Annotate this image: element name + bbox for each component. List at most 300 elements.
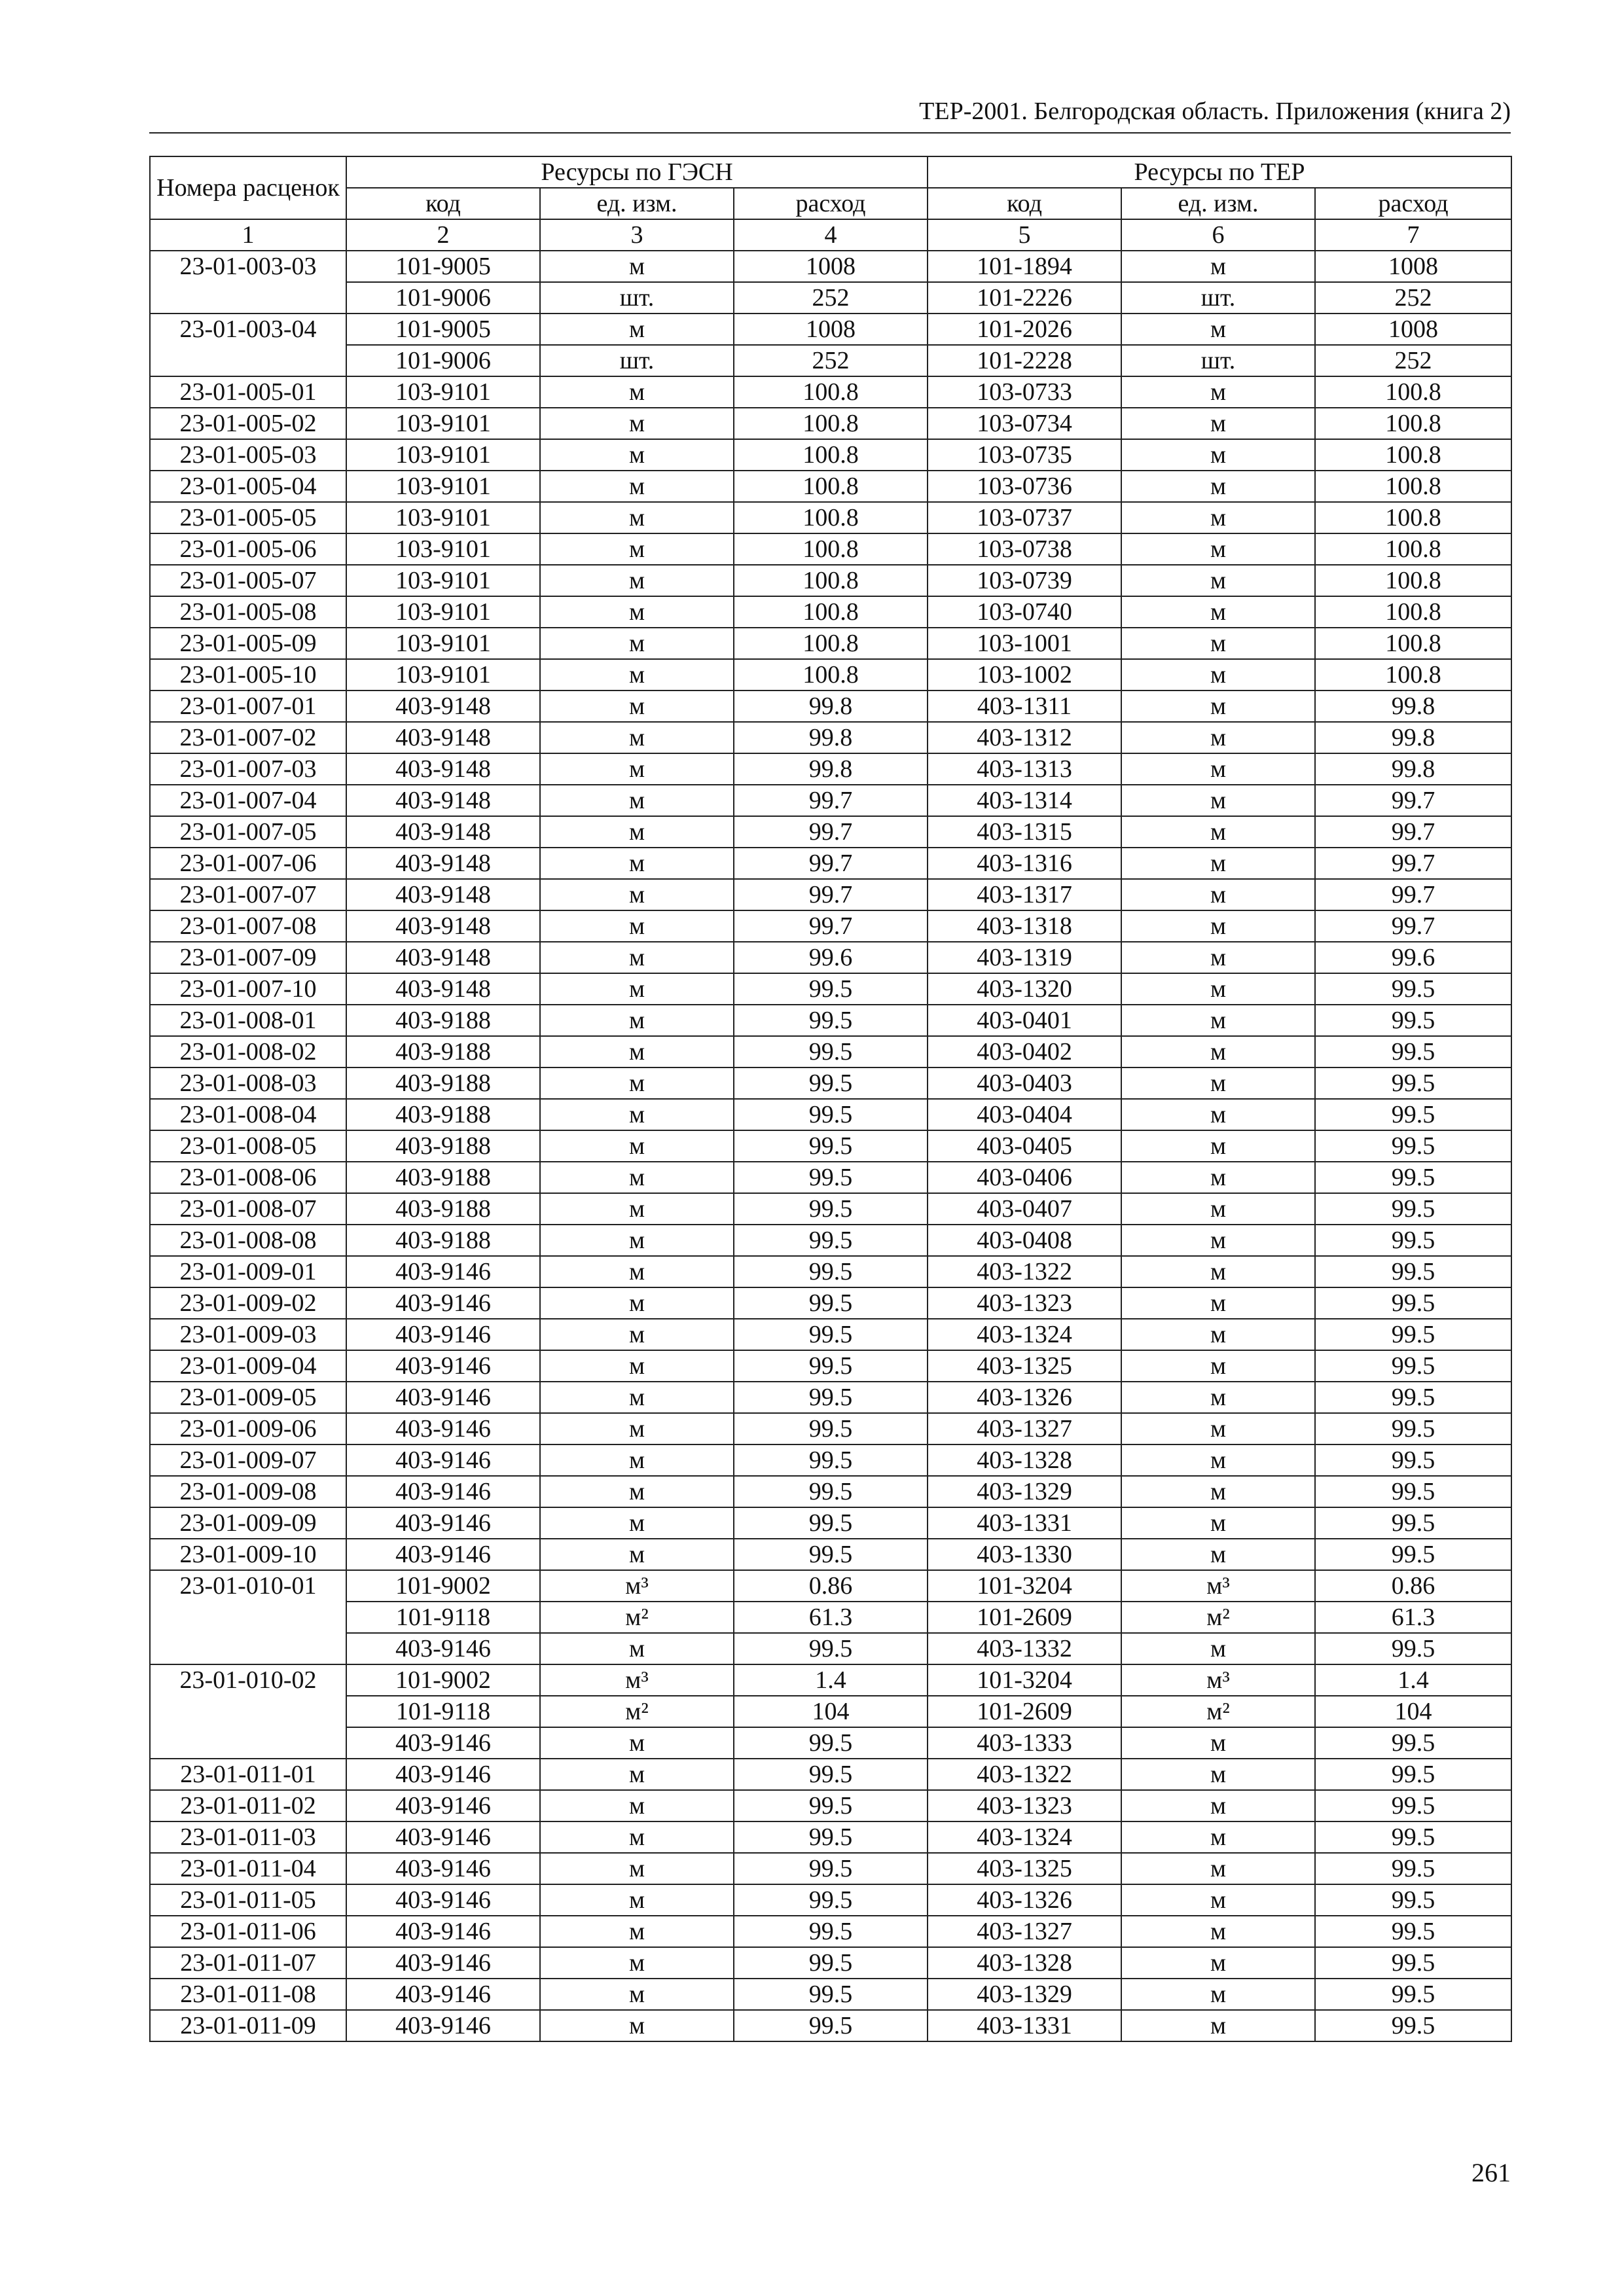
gesn-unit-cell: м <box>540 1790 734 1821</box>
ter-code-cell: 403-0406 <box>928 1162 1121 1193</box>
ter-consumption-cell: 99.5 <box>1315 973 1511 1005</box>
header-gesn-resources: Ресурсы по ГЭСН <box>346 156 928 188</box>
ter-consumption-cell: 99.5 <box>1315 1821 1511 1853</box>
rate-number-cell: 23-01-011-01 <box>150 1759 346 1790</box>
table-row <box>150 691 1511 722</box>
ter-consumption-cell: 100.8 <box>1315 596 1511 628</box>
ter-code-cell: 103-0734 <box>928 408 1121 439</box>
column-number: 4 <box>734 219 928 251</box>
gesn-code-cell: 101-9118 <box>346 1696 540 1727</box>
rate-number-cell: 23-01-008-04 <box>150 1099 346 1130</box>
gesn-code-cell: 403-9146 <box>346 1947 540 1979</box>
gesn-unit-cell: м <box>540 1067 734 1099</box>
ter-consumption-cell: 99.5 <box>1315 1319 1511 1350</box>
gesn-code-cell: 103-9101 <box>346 596 540 628</box>
table-row <box>150 1005 1511 1036</box>
ter-unit-cell: м <box>1121 533 1315 565</box>
ter-unit-cell: м <box>1121 848 1315 879</box>
ter-code-cell: 403-1313 <box>928 753 1121 785</box>
ter-code-cell: 103-1001 <box>928 628 1121 659</box>
ter-unit-cell: м <box>1121 1350 1315 1382</box>
gesn-consumption-cell: 99.7 <box>734 879 928 910</box>
ter-consumption-cell: 99.5 <box>1315 1947 1511 1979</box>
gesn-code-cell: 403-9146 <box>346 1790 540 1821</box>
gesn-unit-cell: м <box>540 1319 734 1350</box>
table-row <box>150 1664 1511 1696</box>
gesn-consumption-cell: 99.5 <box>734 1036 928 1067</box>
ter-unit-cell: м <box>1121 1382 1315 1413</box>
ter-code-cell: 403-1312 <box>928 722 1121 753</box>
gesn-consumption-cell: 99.5 <box>734 1287 928 1319</box>
table-row <box>150 1287 1511 1319</box>
ter-code-cell: 403-1315 <box>928 816 1121 848</box>
ter-code-cell: 103-0736 <box>928 471 1121 502</box>
ter-unit-cell: м <box>1121 1413 1315 1444</box>
ter-consumption-cell: 99.5 <box>1315 1790 1511 1821</box>
gesn-consumption-cell: 1008 <box>734 251 928 282</box>
ter-consumption-cell: 99.5 <box>1315 1193 1511 1225</box>
ter-code-cell: 403-1325 <box>928 1350 1121 1382</box>
gesn-unit-cell: м <box>540 565 734 596</box>
gesn-consumption-cell: 100.8 <box>734 533 928 565</box>
ter-consumption-cell: 100.8 <box>1315 408 1511 439</box>
gesn-code-cell: 403-9148 <box>346 879 540 910</box>
gesn-unit-cell: м <box>540 848 734 879</box>
ter-consumption-cell: 99.5 <box>1315 1979 1511 2010</box>
gesn-code-cell: 403-9146 <box>346 1476 540 1507</box>
rate-number-cell: 23-01-005-08 <box>150 596 346 628</box>
rate-number-cell: 23-01-008-05 <box>150 1130 346 1162</box>
gesn-code-cell: 103-9101 <box>346 502 540 533</box>
ter-code-cell: 403-1329 <box>928 1476 1121 1507</box>
gesn-code-cell: 403-9146 <box>346 1444 540 1476</box>
gesn-unit-cell: м <box>540 1759 734 1790</box>
gesn-unit-cell: м <box>540 1476 734 1507</box>
ter-code-cell: 403-1320 <box>928 973 1121 1005</box>
gesn-code-cell: 103-9101 <box>346 565 540 596</box>
ter-unit-cell: м <box>1121 1947 1315 1979</box>
rate-number-cell: 23-01-005-07 <box>150 565 346 596</box>
rate-number-cell: 23-01-011-09 <box>150 2010 346 2041</box>
table-row <box>150 565 1511 596</box>
ter-code-cell: 403-1317 <box>928 879 1121 910</box>
gesn-unit-cell: м <box>540 973 734 1005</box>
gesn-code-cell: 103-9101 <box>346 471 540 502</box>
rate-number-cell: 23-01-009-08 <box>150 1476 346 1507</box>
ter-code-cell: 101-3204 <box>928 1570 1121 1602</box>
gesn-consumption-cell: 99.7 <box>734 785 928 816</box>
table-row <box>150 785 1511 816</box>
ter-consumption-cell: 99.7 <box>1315 910 1511 942</box>
header-gesn-unit: ед. изм. <box>540 188 734 219</box>
ter-unit-cell: м <box>1121 1539 1315 1570</box>
ter-unit-cell: м <box>1121 1759 1315 1790</box>
ter-unit-cell: м <box>1121 1444 1315 1476</box>
ter-unit-cell: м <box>1121 973 1315 1005</box>
gesn-unit-cell: м <box>540 1979 734 2010</box>
rate-number-cell: 23-01-005-06 <box>150 533 346 565</box>
gesn-code-cell: 403-9148 <box>346 753 540 785</box>
rate-number-cell: 23-01-007-01 <box>150 691 346 722</box>
ter-code-cell: 403-1314 <box>928 785 1121 816</box>
gesn-consumption-cell: 99.5 <box>734 1413 928 1444</box>
table-row <box>150 1696 1511 1727</box>
ter-code-cell: 101-2226 <box>928 282 1121 314</box>
rate-number-cell: 23-01-008-02 <box>150 1036 346 1067</box>
ter-consumption-cell: 99.5 <box>1315 1539 1511 1570</box>
ter-unit-cell: шт. <box>1121 282 1315 314</box>
ter-consumption-cell: 61.3 <box>1315 1602 1511 1633</box>
gesn-unit-cell: м <box>540 1413 734 1444</box>
header-ter-resources: Ресурсы по ТЕР <box>928 156 1511 188</box>
gesn-code-cell: 403-9148 <box>346 816 540 848</box>
ter-code-cell: 101-1894 <box>928 251 1121 282</box>
column-number: 2 <box>346 219 540 251</box>
table-row <box>150 1884 1511 1916</box>
ter-code-cell: 403-0403 <box>928 1067 1121 1099</box>
ter-consumption-cell: 0.86 <box>1315 1570 1511 1602</box>
gesn-code-cell: 403-9148 <box>346 848 540 879</box>
table-row <box>150 1413 1511 1444</box>
ter-consumption-cell: 99.8 <box>1315 722 1511 753</box>
gesn-unit-cell: м <box>540 1853 734 1884</box>
ter-unit-cell: м <box>1121 1130 1315 1162</box>
gesn-code-cell: 403-9148 <box>346 910 540 942</box>
gesn-unit-cell: м <box>540 1444 734 1476</box>
rate-number-cell: 23-01-011-02 <box>150 1790 346 1821</box>
rate-number-cell: 23-01-007-10 <box>150 973 346 1005</box>
rate-number-cell: 23-01-008-08 <box>150 1225 346 1256</box>
ter-code-cell: 403-1319 <box>928 942 1121 973</box>
gesn-consumption-cell: 99.5 <box>734 1727 928 1759</box>
ter-consumption-cell: 99.5 <box>1315 1350 1511 1382</box>
ter-consumption-cell: 99.5 <box>1315 1476 1511 1507</box>
ter-unit-cell: м <box>1121 596 1315 628</box>
rate-number-cell: 23-01-007-09 <box>150 942 346 973</box>
ter-unit-cell: м <box>1121 1884 1315 1916</box>
table-row <box>150 973 1511 1005</box>
ter-code-cell: 103-0737 <box>928 502 1121 533</box>
gesn-consumption-cell: 100.8 <box>734 565 928 596</box>
table-row <box>150 1947 1511 1979</box>
gesn-consumption-cell: 100.8 <box>734 628 928 659</box>
gesn-consumption-cell: 99.5 <box>734 1790 928 1821</box>
rate-number-cell: 23-01-005-09 <box>150 628 346 659</box>
rate-number-cell: 23-01-011-07 <box>150 1947 346 1979</box>
gesn-unit-cell: м <box>540 1287 734 1319</box>
ter-consumption-cell: 100.8 <box>1315 471 1511 502</box>
rate-number-cell: 23-01-009-10 <box>150 1539 346 1570</box>
gesn-unit-cell: м <box>540 1821 734 1853</box>
gesn-code-cell: 103-9101 <box>346 408 540 439</box>
table-row <box>150 502 1511 533</box>
rate-number-cell: 23-01-005-01 <box>150 376 346 408</box>
ter-code-cell: 403-1323 <box>928 1790 1121 1821</box>
ter-code-cell: 403-0408 <box>928 1225 1121 1256</box>
gesn-consumption-cell: 99.5 <box>734 1099 928 1130</box>
gesn-unit-cell: м <box>540 533 734 565</box>
ter-unit-cell: м <box>1121 659 1315 691</box>
ter-unit-cell: м <box>1121 1099 1315 1130</box>
gesn-unit-cell: м <box>540 1727 734 1759</box>
gesn-code-cell: 103-9101 <box>346 376 540 408</box>
ter-unit-cell: м <box>1121 471 1315 502</box>
gesn-unit-cell: шт. <box>540 282 734 314</box>
rate-number-cell: 23-01-008-07 <box>150 1193 346 1225</box>
ter-code-cell: 403-1316 <box>928 848 1121 879</box>
ter-unit-cell: м <box>1121 376 1315 408</box>
gesn-code-cell: 403-9146 <box>346 1539 540 1570</box>
ter-code-cell: 403-1331 <box>928 2010 1121 2041</box>
ter-unit-cell: м² <box>1121 1696 1315 1727</box>
gesn-unit-cell: м <box>540 942 734 973</box>
gesn-code-cell: 403-9188 <box>346 1036 540 1067</box>
gesn-code-cell: 101-9002 <box>346 1570 540 1602</box>
table-row <box>150 1853 1511 1884</box>
gesn-unit-cell: м <box>540 2010 734 2041</box>
rate-number-cell: 23-01-009-01 <box>150 1256 346 1287</box>
gesn-consumption-cell: 104 <box>734 1696 928 1727</box>
table-row <box>150 1633 1511 1664</box>
gesn-unit-cell: м³ <box>540 1570 734 1602</box>
rate-number-cell: 23-01-009-05 <box>150 1382 346 1413</box>
gesn-unit-cell: м <box>540 1162 734 1193</box>
rate-number-cell: 23-01-007-06 <box>150 848 346 879</box>
gesn-code-cell: 403-9146 <box>346 1759 540 1790</box>
ter-consumption-cell: 99.7 <box>1315 785 1511 816</box>
ter-consumption-cell: 99.8 <box>1315 691 1511 722</box>
gesn-consumption-cell: 99.5 <box>734 1193 928 1225</box>
table-row <box>150 1979 1511 2010</box>
ter-code-cell: 403-1328 <box>928 1947 1121 1979</box>
gesn-unit-cell: шт. <box>540 345 734 376</box>
ter-consumption-cell: 99.5 <box>1315 1005 1511 1036</box>
gesn-code-cell: 403-9146 <box>346 1884 540 1916</box>
gesn-consumption-cell: 99.5 <box>734 1979 928 2010</box>
ter-unit-cell: м <box>1121 1162 1315 1193</box>
ter-unit-cell: м <box>1121 1633 1315 1664</box>
gesn-code-cell: 403-9188 <box>346 1067 540 1099</box>
table-row <box>150 753 1511 785</box>
gesn-code-cell: 403-9146 <box>346 2010 540 2041</box>
gesn-consumption-cell: 252 <box>734 282 928 314</box>
gesn-unit-cell: м <box>540 1507 734 1539</box>
table-row <box>150 816 1511 848</box>
rate-number-cell: 23-01-003-04 <box>150 314 346 376</box>
ter-consumption-cell: 100.8 <box>1315 659 1511 691</box>
gesn-consumption-cell: 99.7 <box>734 848 928 879</box>
ter-unit-cell: м <box>1121 439 1315 471</box>
ter-consumption-cell: 99.5 <box>1315 1853 1511 1884</box>
gesn-code-cell: 101-9005 <box>346 314 540 345</box>
page-number: 261 <box>1471 2158 1511 2187</box>
ter-consumption-cell: 252 <box>1315 345 1511 376</box>
gesn-code-cell: 403-9146 <box>346 1256 540 1287</box>
ter-consumption-cell: 99.5 <box>1315 1413 1511 1444</box>
ter-unit-cell: м <box>1121 785 1315 816</box>
gesn-code-cell: 403-9148 <box>346 691 540 722</box>
gesn-code-cell: 403-9188 <box>346 1193 540 1225</box>
gesn-code-cell: 403-9146 <box>346 1916 540 1947</box>
ter-code-cell: 403-0401 <box>928 1005 1121 1036</box>
ter-code-cell: 103-0735 <box>928 439 1121 471</box>
gesn-consumption-cell: 99.5 <box>734 1005 928 1036</box>
rate-number-cell: 23-01-009-04 <box>150 1350 346 1382</box>
rate-number-cell: 23-01-009-02 <box>150 1287 346 1319</box>
column-number: 5 <box>928 219 1121 251</box>
table-row <box>150 1067 1511 1099</box>
ter-unit-cell: м <box>1121 1193 1315 1225</box>
table-row <box>150 1382 1511 1413</box>
gesn-unit-cell: м² <box>540 1696 734 1727</box>
ter-consumption-cell: 99.5 <box>1315 1727 1511 1759</box>
ter-unit-cell: м <box>1121 1256 1315 1287</box>
ter-code-cell: 101-2609 <box>928 1602 1121 1633</box>
ter-code-cell: 403-1328 <box>928 1444 1121 1476</box>
header-rate-numbers: Номера расценок <box>150 156 346 219</box>
ter-unit-cell: м <box>1121 408 1315 439</box>
table-row <box>150 1193 1511 1225</box>
ter-unit-cell: м <box>1121 314 1315 345</box>
table-row <box>150 1476 1511 1507</box>
ter-unit-cell: м <box>1121 1287 1315 1319</box>
ter-code-cell: 403-1331 <box>928 1507 1121 1539</box>
ter-unit-cell: м <box>1121 502 1315 533</box>
resources-table <box>149 156 1512 2042</box>
gesn-code-cell: 403-9188 <box>346 1162 540 1193</box>
gesn-consumption-cell: 252 <box>734 345 928 376</box>
ter-code-cell: 403-1327 <box>928 1916 1121 1947</box>
ter-code-cell: 103-1002 <box>928 659 1121 691</box>
ter-consumption-cell: 99.5 <box>1315 1256 1511 1287</box>
gesn-code-cell: 403-9148 <box>346 722 540 753</box>
ter-consumption-cell: 1.4 <box>1315 1664 1511 1696</box>
ter-unit-cell: м <box>1121 691 1315 722</box>
table-row <box>150 533 1511 565</box>
gesn-unit-cell: м <box>540 910 734 942</box>
gesn-unit-cell: м <box>540 1193 734 1225</box>
ter-consumption-cell: 99.5 <box>1315 1916 1511 1947</box>
gesn-code-cell: 403-9148 <box>346 942 540 973</box>
table-row <box>150 910 1511 942</box>
gesn-code-cell: 103-9101 <box>346 439 540 471</box>
rate-number-cell: 23-01-009-06 <box>150 1413 346 1444</box>
rate-number-cell: 23-01-007-08 <box>150 910 346 942</box>
ter-unit-cell: м <box>1121 251 1315 282</box>
ter-unit-cell: м² <box>1121 1602 1315 1633</box>
gesn-consumption-cell: 99.5 <box>734 1884 928 1916</box>
gesn-consumption-cell: 100.8 <box>734 502 928 533</box>
ter-code-cell: 403-1324 <box>928 1821 1121 1853</box>
table-row <box>150 1444 1511 1476</box>
table-row <box>150 314 1511 345</box>
ter-consumption-cell: 99.5 <box>1315 1382 1511 1413</box>
ter-consumption-cell: 99.5 <box>1315 1507 1511 1539</box>
table-body <box>150 251 1511 2041</box>
table-row <box>150 1602 1511 1633</box>
table-row <box>150 471 1511 502</box>
ter-code-cell: 403-1332 <box>928 1633 1121 1664</box>
ter-consumption-cell: 99.7 <box>1315 816 1511 848</box>
ter-code-cell: 403-1333 <box>928 1727 1121 1759</box>
gesn-code-cell: 101-9006 <box>346 282 540 314</box>
gesn-unit-cell: м <box>540 816 734 848</box>
gesn-unit-cell: м <box>540 659 734 691</box>
table-row <box>150 282 1511 314</box>
rate-number-cell: 23-01-009-03 <box>150 1319 346 1350</box>
rate-number-cell: 23-01-005-03 <box>150 439 346 471</box>
ter-unit-cell: м <box>1121 1853 1315 1884</box>
gesn-consumption-cell: 100.8 <box>734 376 928 408</box>
ter-code-cell: 103-0738 <box>928 533 1121 565</box>
ter-unit-cell: м <box>1121 1916 1315 1947</box>
ter-code-cell: 403-1324 <box>928 1319 1121 1350</box>
header-ter-consumption: расход <box>1315 188 1511 219</box>
ter-consumption-cell: 99.5 <box>1315 1287 1511 1319</box>
rate-number-cell: 23-01-005-02 <box>150 408 346 439</box>
ter-consumption-cell: 99.5 <box>1315 1099 1511 1130</box>
ter-consumption-cell: 99.5 <box>1315 1444 1511 1476</box>
ter-consumption-cell: 99.5 <box>1315 2010 1511 2041</box>
column-number: 1 <box>150 219 346 251</box>
gesn-consumption-cell: 1.4 <box>734 1664 928 1696</box>
gesn-code-cell: 403-9188 <box>346 1130 540 1162</box>
rate-number-cell: 23-01-009-09 <box>150 1507 346 1539</box>
gesn-unit-cell: м <box>540 1225 734 1256</box>
gesn-unit-cell: м <box>540 1916 734 1947</box>
rate-number-cell: 23-01-008-06 <box>150 1162 346 1193</box>
gesn-consumption-cell: 61.3 <box>734 1602 928 1633</box>
ter-code-cell: 403-1329 <box>928 1979 1121 2010</box>
ter-consumption-cell: 99.7 <box>1315 848 1511 879</box>
ter-consumption-cell: 99.5 <box>1315 1884 1511 1916</box>
gesn-consumption-cell: 99.5 <box>734 1067 928 1099</box>
gesn-unit-cell: м² <box>540 1602 734 1633</box>
gesn-unit-cell: м <box>540 1884 734 1916</box>
table-row <box>150 942 1511 973</box>
ter-consumption-cell: 99.5 <box>1315 1130 1511 1162</box>
gesn-unit-cell: м <box>540 1633 734 1664</box>
ter-code-cell: 403-1322 <box>928 1759 1121 1790</box>
ter-consumption-cell: 100.8 <box>1315 502 1511 533</box>
ter-code-cell: 101-2609 <box>928 1696 1121 1727</box>
gesn-unit-cell: м <box>540 439 734 471</box>
ter-consumption-cell: 99.5 <box>1315 1162 1511 1193</box>
gesn-code-cell: 403-9146 <box>346 1507 540 1539</box>
rate-number-cell: 23-01-011-04 <box>150 1853 346 1884</box>
gesn-code-cell: 101-9006 <box>346 345 540 376</box>
table-row <box>150 879 1511 910</box>
gesn-code-cell: 403-9146 <box>346 1382 540 1413</box>
gesn-consumption-cell: 99.5 <box>734 1130 928 1162</box>
gesn-consumption-cell: 99.8 <box>734 691 928 722</box>
ter-unit-cell: м <box>1121 565 1315 596</box>
rate-number-cell: 23-01-011-08 <box>150 1979 346 2010</box>
gesn-code-cell: 103-9101 <box>346 659 540 691</box>
gesn-code-cell: 403-9188 <box>346 1099 540 1130</box>
gesn-unit-cell: м <box>540 408 734 439</box>
table-row <box>150 1099 1511 1130</box>
rate-number-cell: 23-01-010-01 <box>150 1570 346 1664</box>
gesn-code-cell: 403-9146 <box>346 1821 540 1853</box>
ter-consumption-cell: 100.8 <box>1315 376 1511 408</box>
table-row <box>150 2010 1511 2041</box>
gesn-consumption-cell: 99.5 <box>734 2010 928 2041</box>
gesn-unit-cell: м <box>540 1130 734 1162</box>
table-row <box>150 439 1511 471</box>
gesn-consumption-cell: 100.8 <box>734 596 928 628</box>
table-row <box>150 1162 1511 1193</box>
